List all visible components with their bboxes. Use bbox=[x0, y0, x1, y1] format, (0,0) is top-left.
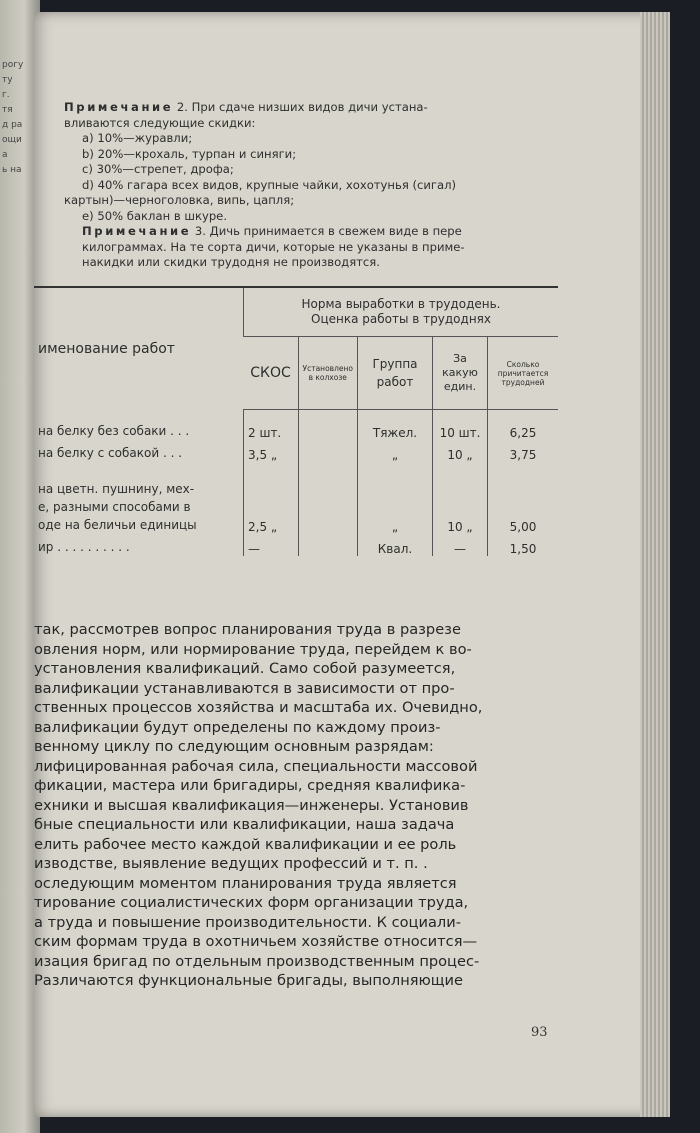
table-row bbox=[34, 440, 558, 462]
note-line bbox=[64, 100, 584, 115]
text-line: так, рассмотрев вопрос планирования труда в разрезе bbox=[34, 621, 461, 638]
left-page-fragment: рогу bbox=[2, 60, 24, 70]
note-text: 3. Дичь принимается в свежем виде в пере bbox=[191, 224, 462, 238]
work-norms-table bbox=[34, 286, 558, 556]
row-work-name: на белку без собаки . . . bbox=[38, 424, 190, 438]
left-page-fragment: тя bbox=[2, 105, 13, 115]
row-work-name: ир . . . . . . . . . . bbox=[38, 540, 130, 554]
row-group: Тяжел. bbox=[358, 410, 433, 441]
text-line: ским формам труда в охотничьем хозяйстве относится— bbox=[34, 933, 478, 950]
text-line: ехники и высшая квалификация—инженеры. Установив bbox=[34, 796, 469, 814]
left-page-fragment: ощи bbox=[2, 135, 22, 145]
page-number: 93 bbox=[531, 1025, 548, 1040]
note-line bbox=[82, 147, 602, 162]
table-row bbox=[34, 534, 558, 556]
row-skos: — bbox=[244, 534, 299, 556]
left-page-fragment: г. bbox=[2, 90, 10, 100]
text-line: изация бригад по отдельным производственным процес- bbox=[34, 952, 480, 970]
row-workdays: 6,25 bbox=[488, 410, 559, 441]
note-text: c) 30%—стрепет, дрофа; bbox=[82, 162, 234, 176]
note-line bbox=[82, 209, 602, 224]
note-text: d) 40% гагара всех видов, крупные чайки, хохотунья (сигал) bbox=[82, 177, 457, 192]
header-group: Группа работ bbox=[358, 337, 433, 410]
row-unit: 10 „ bbox=[433, 440, 488, 462]
row-work-name: на цветн. пушнину, мех- е, разными способами в оде на беличьи единицы bbox=[38, 482, 197, 532]
text-line: Различаются функциональные бригады, выполняющие bbox=[34, 972, 464, 989]
text-line: оследующим моментом планирования труда является bbox=[34, 874, 457, 892]
text-line: изводстве, выявление ведущих профессий и т. п. . bbox=[34, 855, 428, 872]
note-line bbox=[82, 178, 602, 193]
text-line: ственных процессов хозяйства и масштаба их. Очевидно, bbox=[34, 699, 483, 716]
row-work-name: на белку с собакой . . . bbox=[38, 446, 183, 460]
text-line: фикации, мастера или бригадиры, средняя квалифика- bbox=[34, 777, 466, 794]
text-line: тирование социалистических форм организации труда, bbox=[34, 894, 469, 911]
text-line: а труда и повышение производительности. К социали- bbox=[34, 913, 461, 931]
body-text bbox=[34, 620, 586, 991]
row-unit: 10 „ bbox=[433, 462, 488, 534]
note-text: картын)—черноголовка, випь, цапля; bbox=[64, 193, 295, 207]
note-lead: Примечание bbox=[82, 224, 192, 238]
note-text: 2. При сдаче низших видов дичи устана- bbox=[173, 100, 428, 114]
row-workdays: 1,50 bbox=[488, 534, 559, 556]
text-line: установления квалификаций. Само собой разумеется, bbox=[34, 660, 456, 677]
text-line: овления норм, или нормирование труда, перейдем к во- bbox=[34, 640, 472, 658]
header-ustanov: Установлено в колхозе bbox=[298, 337, 357, 410]
text-line: лифицированная рабочая сила, специальности массовой bbox=[34, 757, 478, 775]
row-ustanov bbox=[298, 410, 357, 441]
text-line: валификации устанавливаются в зависимости от про- bbox=[34, 679, 455, 697]
text-line: бные специальности или квалификации, наша задача bbox=[34, 816, 455, 833]
note-line bbox=[82, 224, 602, 239]
header-work-name: именование работ bbox=[34, 287, 244, 410]
row-unit: — bbox=[433, 534, 488, 556]
note-line bbox=[64, 193, 584, 208]
row-skos: 3,5 „ bbox=[244, 440, 299, 462]
page-edge-stack bbox=[640, 12, 670, 1117]
left-page-fragment: д ра bbox=[2, 120, 23, 130]
row-ustanov bbox=[298, 534, 357, 556]
note-line bbox=[82, 255, 602, 270]
note-line bbox=[82, 162, 602, 177]
row-skos: 2 шт. bbox=[244, 410, 299, 441]
text-line: венному циклу по следующим основным разрядам: bbox=[34, 738, 434, 755]
header-workdays: Сколько причитается трудодней bbox=[488, 337, 559, 410]
note-line bbox=[82, 131, 602, 146]
note-text: вливаются следующие скидки: bbox=[64, 115, 256, 130]
left-page-fragment: а bbox=[2, 150, 8, 160]
table-row bbox=[34, 462, 558, 534]
header-unit: За какую един. bbox=[433, 337, 488, 410]
note-text: a) 10%—журавли; bbox=[82, 131, 193, 145]
note-text: накидки или скидки трудодня не производятся. bbox=[82, 255, 380, 269]
note-text: килограммах. На те сорта дичи, которые не указаны в приме- bbox=[82, 239, 465, 254]
header-norm-line-2: Оценка работы в трудоднях bbox=[311, 312, 491, 326]
row-group: Квал. bbox=[358, 534, 433, 556]
header-skos: СКОС bbox=[244, 337, 299, 410]
table-row bbox=[34, 410, 558, 441]
note-text: e) 50% баклан в шкуре. bbox=[82, 208, 228, 223]
row-group: „ bbox=[358, 462, 433, 534]
left-page-fragment: ь на bbox=[2, 165, 22, 175]
row-group: „ bbox=[358, 440, 433, 462]
note-line bbox=[82, 240, 602, 255]
header-norm bbox=[244, 287, 558, 337]
row-skos: 2,5 „ bbox=[244, 462, 299, 534]
left-page-fragment: ту bbox=[2, 75, 13, 85]
note-text: b) 20%—крохаль, турпан и синяги; bbox=[82, 146, 297, 161]
note-lead: Примечание bbox=[64, 100, 174, 114]
book-page bbox=[34, 12, 670, 1117]
row-ustanov bbox=[298, 440, 357, 462]
row-unit: 10 шт. bbox=[433, 410, 488, 441]
row-workdays: 3,75 bbox=[488, 440, 559, 462]
header-norm-line-1: Норма выработки в трудодень. bbox=[301, 297, 501, 311]
row-workdays: 5,00 bbox=[488, 462, 559, 534]
note-line bbox=[64, 116, 584, 131]
text-line: елить рабочее место каждой квалификации и ее роль bbox=[34, 835, 457, 853]
row-ustanov bbox=[298, 462, 357, 534]
text-line: валификации будут определены по каждому произ- bbox=[34, 718, 441, 736]
